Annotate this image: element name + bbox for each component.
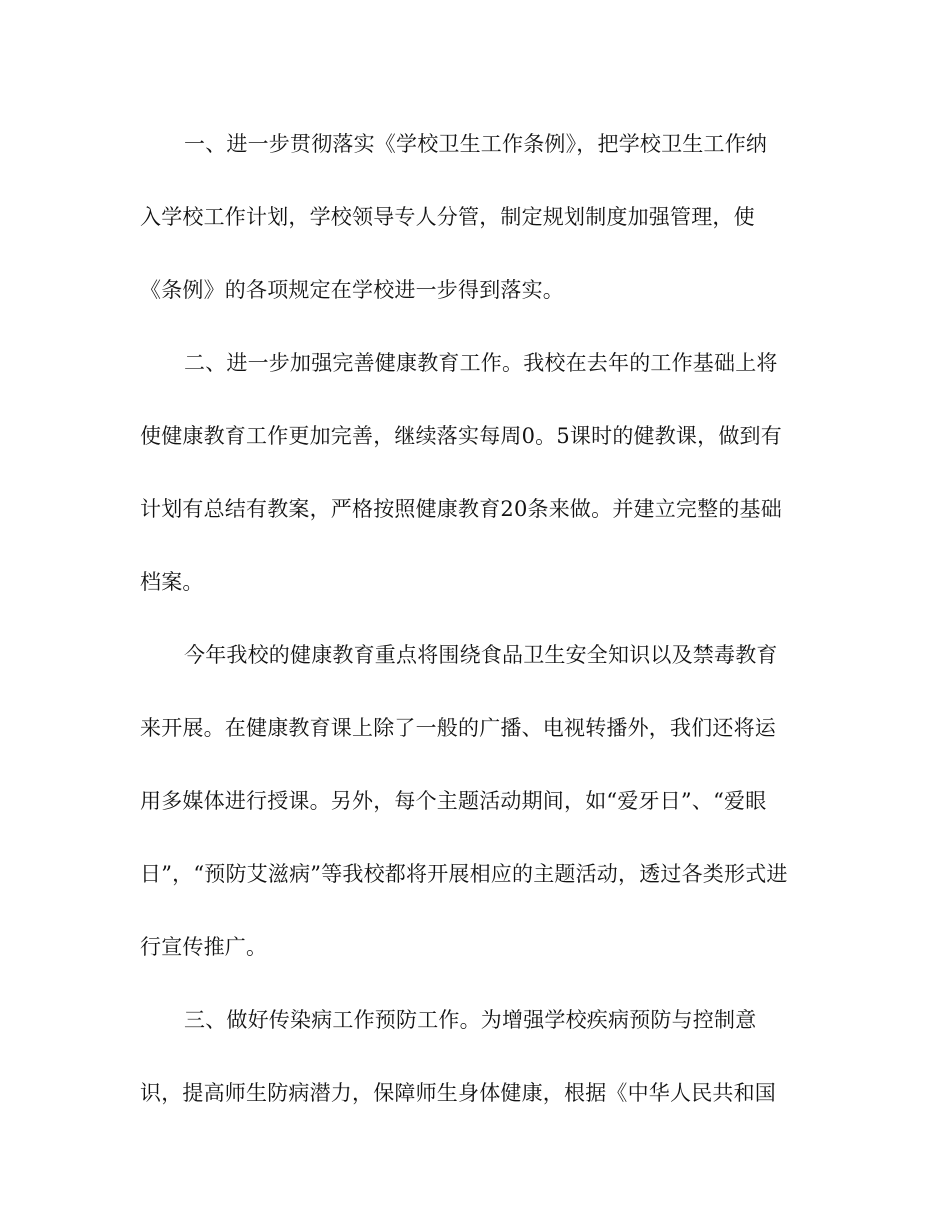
- paragraph-3-line-2: 来开展。在健康教育课上除了一般的广播、电视转播外，我们还将运: [140, 716, 776, 740]
- paragraph-1-line-3: 《条例》的各项规定在学校进一步得到落实。: [140, 278, 564, 302]
- paragraph-1-line-1: 一、进一步贯彻落实《学校卫生工作条例》，把学校卫生工作纳: [184, 132, 768, 156]
- paragraph-3-line-3: 用多媒体进行授课。另外，每个主题活动期间，如“爱牙日”、“爱眼: [140, 789, 767, 813]
- paragraph-1-line-2: 入学校工作计划，学校领导专人分管，制定规划制度加强管理，使: [140, 205, 755, 229]
- paragraph-4-line-1: 三、做好传染病工作预防工作。为增强学校疾病预防与控制意: [184, 1008, 757, 1032]
- paragraph-3-line-4: 日”，“预防艾滋病”等我校都将开展相应的主题活动，透过各类形式进: [140, 862, 788, 886]
- paragraph-2-line-3: 计划有总结有教案，严格按照健康教育20条来做。并建立完整的基础: [140, 497, 782, 521]
- paragraph-2-line-4: 档案。: [140, 570, 204, 594]
- paragraph-2-line-1: 二、进一步加强完善健康教育工作。我校在去年的工作基础上将: [184, 351, 778, 375]
- paragraph-2-line-2: 使健康教育工作更加完善，继续落实每周0。5课时的健教课，做到有: [140, 424, 782, 448]
- paragraph-3-line-5: 行宣传推广。: [140, 935, 268, 959]
- paragraph-3-line-1: 今年我校的健康教育重点将围绕食品卫生安全知识以及禁毒教育: [184, 643, 778, 667]
- paragraph-4-line-2: 识，提高师生防病潜力，保障师生身体健康，根据《中华人民共和国: [140, 1081, 776, 1105]
